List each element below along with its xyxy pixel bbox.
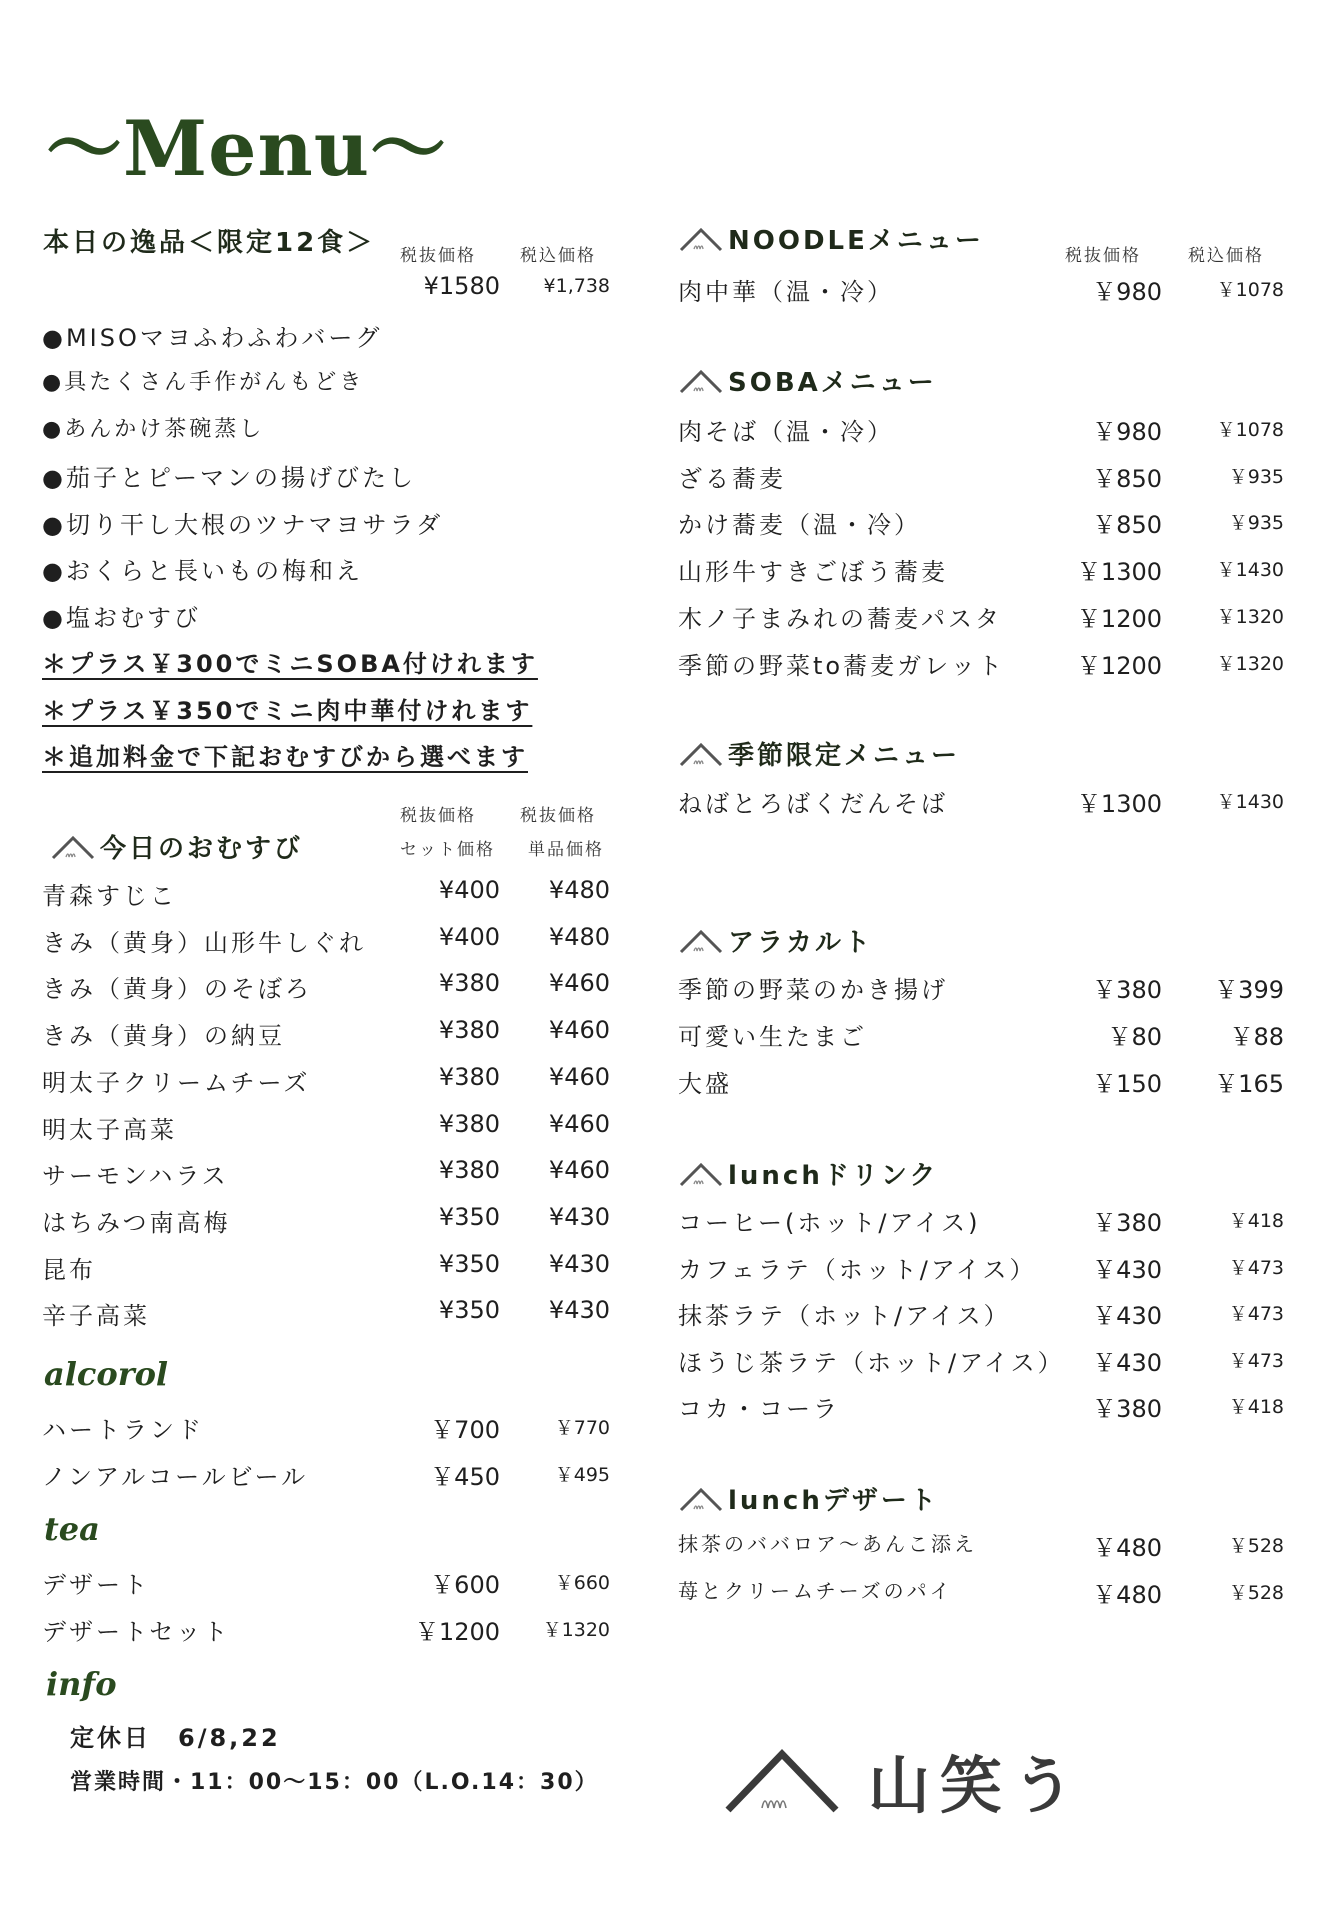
omusubi-header	[50, 828, 303, 865]
item-name: 青森すじこ	[42, 882, 177, 910]
price-excl-tax: ￥600	[430, 1571, 500, 1599]
item-name: はちみつ南高梅	[42, 1208, 231, 1237]
daily-note: ＊追加料金で下記おむすびから選べます	[42, 743, 528, 771]
price-incl-tax: ¥430	[548, 1296, 610, 1325]
mountain-icon	[678, 1485, 724, 1513]
price-incl-tax: ￥473	[1228, 1303, 1284, 1325]
item-name: ノンアルコールビール	[42, 1463, 309, 1491]
item-name: 辛子高菜	[42, 1302, 150, 1331]
price-excl-tax: ￥430	[1092, 1255, 1162, 1284]
seasonal-header	[678, 735, 960, 772]
price-excl-tax: ¥400	[438, 922, 500, 951]
item-name: 可愛い生たまご	[678, 1023, 867, 1051]
item-name: 抹茶ラテ（ホット/アイス）	[678, 1302, 1011, 1330]
noodle-col1-label: 税抜価格	[1065, 246, 1141, 266]
price-excl-tax: ￥480	[1092, 1581, 1162, 1609]
item-name: かけ蕎麦（温・冷）	[678, 511, 921, 540]
price-excl-tax: ￥380	[1092, 1209, 1162, 1237]
mountain-icon	[678, 367, 724, 395]
daily-price-excl: ¥1580	[423, 272, 500, 300]
price-incl-tax: ￥88	[1229, 1023, 1284, 1051]
price-incl-tax: ¥480	[548, 922, 610, 951]
price-incl-tax: ￥165	[1214, 1070, 1284, 1098]
price-incl-tax: ￥473	[1228, 1349, 1284, 1372]
item-name: 抹茶のババロア〜あんこ添え	[678, 1532, 977, 1556]
price-excl-tax: ¥380	[438, 1109, 500, 1138]
daily-item: ●あんかけ茶碗蒸し	[42, 417, 265, 442]
item-name: カフェラテ（ホット/アイス）	[678, 1255, 1037, 1284]
price-excl-tax: ￥380	[1092, 976, 1162, 1004]
daily-item: ●おくらと長いもの梅和え	[42, 557, 363, 585]
price-incl-tax: ￥1320	[542, 1619, 610, 1641]
daily-price-incl: ¥1,738	[543, 275, 610, 297]
item-name: サーモンハラス	[42, 1162, 229, 1191]
alacarte-header	[678, 922, 873, 959]
dessert-header	[678, 1480, 939, 1517]
soba-heading: SOBAメニュー	[728, 368, 937, 398]
daily-note: ＊プラス￥300でミニSOBA付けれます	[42, 650, 538, 678]
item-name: ざる蕎麦	[678, 464, 786, 493]
price-incl-tax: ￥399	[1214, 976, 1284, 1004]
omusubi-col1-label-a: 税抜価格	[400, 806, 476, 826]
price-incl-tax: ￥1078	[1216, 279, 1284, 301]
price-excl-tax: ￥980	[1092, 278, 1162, 306]
mountain-icon	[50, 833, 96, 861]
alacarte-heading: アラカルト	[728, 928, 874, 958]
drink-heading: lunchドリンク	[728, 1161, 939, 1191]
price-incl-tax: ￥418	[1228, 1210, 1284, 1232]
price-excl-tax: ¥380	[438, 969, 500, 998]
menu-title: 〜Menu〜	[46, 104, 447, 193]
price-excl-tax: ￥850	[1092, 511, 1162, 540]
price-excl-tax: ￥1300	[1076, 790, 1162, 818]
item-name: きみ（黄身）山形牛しぐれ	[42, 928, 366, 957]
price-incl-tax: ￥1078	[1216, 419, 1284, 441]
item-name: 大盛	[678, 1070, 732, 1098]
daily-col1-label: 税抜価格	[400, 246, 476, 266]
item-name: コカ・コーラ	[678, 1395, 840, 1423]
price-incl-tax: ￥473	[1228, 1256, 1284, 1279]
price-excl-tax: ￥150	[1092, 1070, 1162, 1098]
price-incl-tax: ￥1430	[1216, 791, 1284, 813]
price-excl-tax: ￥450	[430, 1463, 500, 1491]
logo-text: 山笑う	[868, 1749, 1085, 1822]
price-incl-tax: ¥460	[548, 1016, 610, 1045]
info-heading: info	[46, 1665, 117, 1703]
soba-header	[678, 362, 937, 399]
item-name: 肉中華（温・冷）	[678, 278, 894, 306]
price-incl-tax: ￥1430	[1216, 559, 1284, 582]
shop-logo	[722, 1730, 1085, 1830]
item-name: 山形牛すきごぼう蕎麦	[678, 558, 948, 587]
item-name: 季節の野菜to蕎麦ガレット	[678, 651, 1005, 680]
omusubi-col2-label-b: 単品価格	[528, 840, 604, 860]
omusubi-col2-label-a: 税抜価格	[520, 806, 596, 826]
price-incl-tax: ￥495	[554, 1464, 610, 1486]
mountain-icon	[678, 225, 724, 253]
item-name: デザートセット	[42, 1618, 231, 1646]
price-incl-tax: ¥430	[548, 1202, 610, 1231]
price-excl-tax: ¥350	[438, 1296, 500, 1325]
omusubi-col1-label-b: セット価格	[400, 840, 495, 860]
price-excl-tax: ￥980	[1092, 418, 1162, 446]
daily-item: ●MISOマヨふわふわバーグ	[42, 324, 383, 352]
price-excl-tax: ￥850	[1092, 464, 1162, 493]
seasonal-heading: 季節限定メニュー	[728, 741, 961, 771]
info-hours: 営業時間・11：00〜15：00（L.O.14：30）	[70, 1770, 599, 1795]
price-incl-tax: ￥418	[1228, 1396, 1284, 1418]
daily-item: ●切り干し大根のツナマヨサラダ	[42, 511, 444, 539]
price-incl-tax: ￥770	[554, 1417, 610, 1439]
item-name: デザート	[42, 1571, 150, 1599]
price-incl-tax: ￥528	[1228, 1535, 1284, 1557]
dessert-heading: lunchデザート	[728, 1486, 939, 1516]
price-incl-tax: ¥460	[548, 969, 610, 998]
alcohol-heading: alcorol	[44, 1355, 169, 1393]
daily-item: ●塩おむすび	[42, 604, 201, 632]
item-name: ほうじ茶ラテ（ホット/アイス）	[678, 1348, 1065, 1377]
price-incl-tax: ￥528	[1228, 1582, 1284, 1604]
mountain-icon	[678, 1160, 724, 1188]
daily-item: ●茄子とピーマンの揚げびたし	[42, 464, 416, 492]
price-excl-tax: ￥1200	[1076, 604, 1162, 633]
price-incl-tax: ¥480	[548, 876, 610, 904]
price-excl-tax: ￥430	[1092, 1302, 1162, 1330]
price-excl-tax: ¥380	[438, 1062, 500, 1091]
price-excl-tax: ¥350	[438, 1249, 500, 1278]
price-incl-tax: ￥1320	[1216, 605, 1284, 628]
price-incl-tax: ¥460	[548, 1062, 610, 1091]
drink-header	[678, 1155, 938, 1192]
price-excl-tax: ¥380	[438, 1016, 500, 1045]
price-incl-tax: ¥460	[548, 1109, 610, 1138]
item-name: ねばとろばくだんそば	[678, 790, 948, 818]
daily-col2-label: 税込価格	[520, 246, 596, 266]
daily-note: ＊プラス￥350でミニ肉中華付けれます	[42, 697, 533, 725]
item-name: きみ（黄身）のそぼろ	[42, 975, 312, 1004]
item-name: きみ（黄身）の納豆	[42, 1022, 285, 1051]
daily-heading: 本日の逸品＜限定12食＞	[43, 228, 376, 258]
price-incl-tax: ￥935	[1228, 512, 1284, 535]
daily-item: ●具たくさん手作がんもどき	[42, 370, 365, 395]
price-excl-tax: ￥700	[430, 1416, 500, 1444]
omusubi-heading: 今日のおむすび	[100, 834, 304, 864]
price-excl-tax: ¥380	[438, 1156, 500, 1185]
item-name: ハートランド	[42, 1416, 204, 1444]
price-excl-tax: ￥1300	[1076, 558, 1162, 587]
mountain-icon	[678, 740, 724, 768]
price-excl-tax: ￥1200	[1076, 651, 1162, 680]
item-name: 季節の野菜のかき揚げ	[678, 976, 948, 1004]
price-excl-tax: ￥480	[1092, 1534, 1162, 1562]
item-name: 木ノ子まみれの蕎麦パスタ	[678, 604, 1002, 633]
price-excl-tax: ￥80	[1107, 1023, 1162, 1051]
price-excl-tax: ￥430	[1092, 1348, 1162, 1377]
item-name: 苺とクリームチーズのパイ	[678, 1579, 953, 1603]
mountain-logo-icon	[722, 1738, 842, 1818]
price-incl-tax: ￥1320	[1216, 652, 1284, 675]
item-name: 昆布	[42, 1255, 96, 1284]
item-name: 明太子クリームチーズ	[42, 1068, 311, 1097]
price-incl-tax: ￥660	[554, 1572, 610, 1594]
price-excl-tax: ¥350	[438, 1202, 500, 1231]
mountain-icon	[678, 927, 724, 955]
info-closed-days: 定休日 6/8,22	[70, 1724, 281, 1752]
item-name: コーヒー(ホット/アイス)	[678, 1209, 981, 1237]
price-excl-tax: ¥400	[438, 876, 500, 904]
noodle-heading: NOODLEメニュー	[728, 226, 984, 256]
price-incl-tax: ¥460	[548, 1156, 610, 1185]
price-excl-tax: ￥1200	[414, 1618, 500, 1646]
price-incl-tax: ¥430	[548, 1249, 610, 1278]
noodle-header	[678, 220, 984, 257]
item-name: 明太子高菜	[42, 1115, 177, 1144]
noodle-col2-label: 税込価格	[1188, 246, 1264, 266]
price-excl-tax: ￥380	[1092, 1395, 1162, 1423]
tea-heading: tea	[44, 1510, 100, 1548]
item-name: 肉そば（温・冷）	[678, 418, 894, 446]
price-incl-tax: ￥935	[1228, 465, 1284, 488]
